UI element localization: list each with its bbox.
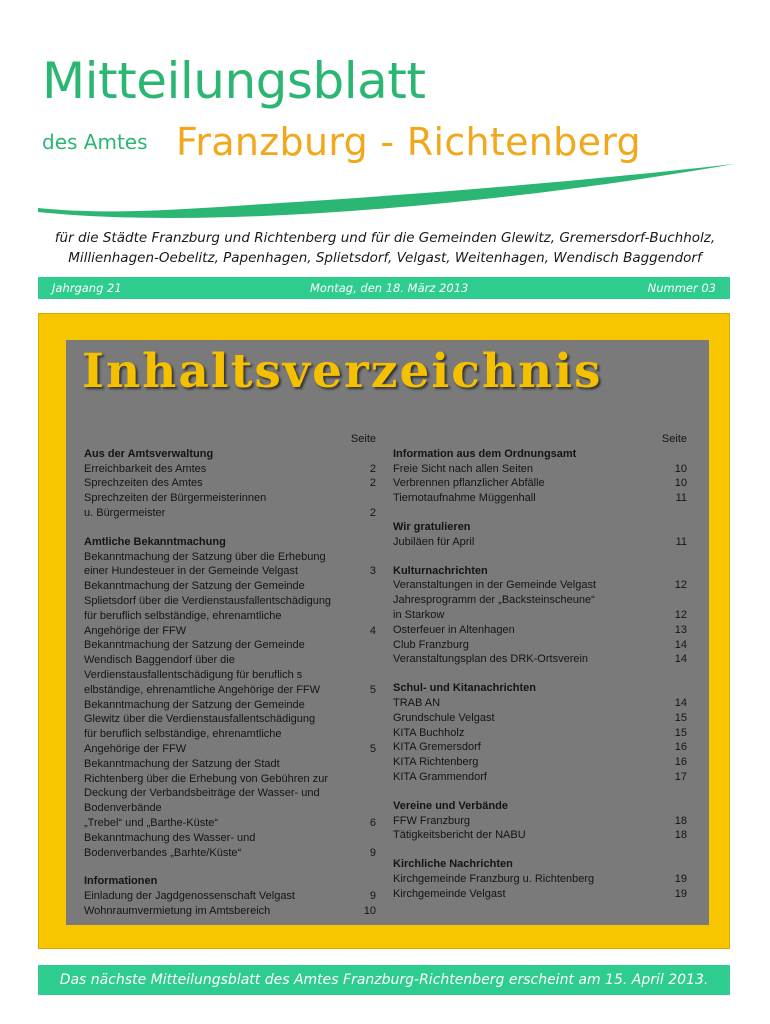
toc-entry bbox=[393, 740, 687, 755]
toc-entry bbox=[84, 476, 376, 491]
toc-entry-text: Deckung der Verbandsbeiträge der Wasser- und bbox=[84, 787, 320, 800]
toc-entry-page: 2 bbox=[369, 506, 376, 519]
toc-section-heading: Informationen bbox=[84, 875, 158, 888]
toc-entry-text: Bodenverbandes „Barhte/Küste“ bbox=[84, 846, 242, 859]
toc-entry-page: 15 bbox=[674, 711, 687, 724]
toc-entry bbox=[84, 491, 376, 506]
toc-entry-page: 6 bbox=[369, 816, 376, 829]
toc-entry-page: 19 bbox=[674, 872, 687, 885]
toc-entry bbox=[393, 608, 687, 623]
toc-entry bbox=[393, 770, 687, 785]
toc-left-column bbox=[84, 432, 376, 919]
toc-section-heading: Amtliche Bekanntmachung bbox=[84, 535, 226, 548]
toc-entry bbox=[393, 814, 687, 829]
toc-entry-page: 4 bbox=[369, 624, 376, 637]
toc-entry bbox=[393, 578, 687, 593]
toc-entry-text: für beruflich selbständige, ehrenamtliche bbox=[84, 609, 282, 622]
toc-entry bbox=[393, 755, 687, 770]
toc-entry-text: Freie Sicht nach allen Seiten bbox=[393, 462, 534, 475]
toc-entry-text: Einladung der Jagdgenossenschaft Velgast bbox=[84, 890, 295, 903]
toc-entry-text: Splietsdorf über die Verdienstausfallentschädigung bbox=[84, 594, 332, 607]
toc-entry-text: Bekanntmachung der Satzung der Gemeinde bbox=[84, 639, 305, 652]
toc-entry-page: 18 bbox=[674, 814, 687, 827]
toc-entry bbox=[393, 476, 687, 491]
toc-entry bbox=[84, 772, 376, 787]
toc-entry bbox=[393, 696, 687, 711]
toc-entry bbox=[84, 742, 376, 757]
toc-entry-page: 19 bbox=[674, 887, 687, 900]
toc-entry bbox=[84, 712, 376, 727]
section-spacer bbox=[84, 521, 376, 535]
toc-entry-text: Tiernotaufnahme Müggenhall bbox=[393, 492, 536, 505]
toc-entry bbox=[393, 828, 687, 843]
toc-entry-text: Tätigkeitsbericht der NABU bbox=[393, 829, 526, 842]
issue-number: Nummer 03 bbox=[647, 281, 716, 295]
toc-entry bbox=[84, 579, 376, 594]
toc-entry-text: TRAB AN bbox=[393, 696, 441, 709]
toc-entry bbox=[393, 535, 687, 550]
toc-entry-page: 12 bbox=[674, 579, 687, 592]
toc-entry bbox=[84, 624, 376, 639]
toc-entry bbox=[84, 831, 376, 846]
toc-entry-text: für beruflich selbständige, ehrenamtliche bbox=[84, 728, 282, 741]
toc-entry bbox=[393, 593, 687, 608]
toc-entry bbox=[393, 652, 687, 667]
toc-entry bbox=[84, 757, 376, 772]
toc-section-heading: Kirchliche Nachrichten bbox=[393, 858, 513, 871]
toc-entry-page: 16 bbox=[674, 756, 687, 769]
toc-entry-text: Wendisch Baggendorf über die bbox=[84, 654, 235, 667]
toc-entry-page: 11 bbox=[675, 492, 687, 505]
toc-entry bbox=[84, 462, 376, 477]
toc-entry-text: KITA Grammendorf bbox=[393, 770, 487, 783]
toc-section-heading: Information aus dem Ordnungsamt bbox=[393, 447, 577, 460]
toc-entry bbox=[84, 594, 376, 609]
toc-entry-text: KITA Buchholz bbox=[393, 726, 465, 739]
toc-entry bbox=[393, 711, 687, 726]
toc-entry bbox=[84, 609, 376, 624]
toc-entry-page: 5 bbox=[369, 742, 376, 755]
toc-section-heading: Wir gratulieren bbox=[393, 520, 471, 533]
masthead-prefix: des Amtes bbox=[42, 130, 148, 154]
toc-entry bbox=[393, 491, 687, 506]
toc-entry bbox=[84, 698, 376, 713]
toc-entry-text: Sprechzeiten des Amtes bbox=[84, 477, 203, 490]
toc-entry bbox=[84, 904, 376, 919]
toc-entry-text: Verdienstausfallentschädigung für beruflich s bbox=[84, 668, 303, 681]
issue-info-bar bbox=[38, 277, 730, 299]
toc-entry-page: 11 bbox=[675, 535, 687, 548]
toc-entry-text: Angehörige der FFW bbox=[84, 624, 187, 637]
toc-entry-text: KITA Gremersdorf bbox=[393, 741, 481, 754]
toc-entry-text: Sprechzeiten der Bürgermeisterinnen bbox=[84, 492, 267, 505]
next-issue-footer: Das nächste Mitteilungsblatt des Amtes Franzburg-Richtenberg erscheint am 15. April 2013. bbox=[38, 965, 730, 995]
toc-entry-page: 14 bbox=[674, 696, 687, 709]
toc-entry-text: einer Hundesteuer in der Gemeinde Velgast bbox=[84, 565, 299, 578]
toc-entry-text: Grundschule Velgast bbox=[393, 711, 495, 724]
toc-entry-text: Bekanntmachung der Satzung über die Erhebung bbox=[84, 550, 326, 563]
toc-entry-text: Jubiläen für April bbox=[393, 535, 475, 548]
toc-entry bbox=[84, 727, 376, 742]
toc-entry bbox=[84, 786, 376, 801]
issue-date: Montag, den 18. März 2013 bbox=[310, 281, 469, 295]
toc-entry-page: 9 bbox=[369, 846, 376, 859]
masthead-title: Mitteilungsblatt bbox=[42, 52, 426, 110]
page-header: Seite bbox=[350, 433, 376, 445]
toc-entry-text: Wohnraumvermietung im Amtsbereich bbox=[84, 904, 271, 917]
toc-entry-page: 14 bbox=[674, 653, 687, 666]
section-spacer bbox=[393, 667, 687, 681]
toc-entry bbox=[393, 887, 687, 902]
toc-entry-text: Bekanntmachung des Wasser- und bbox=[84, 831, 256, 844]
toc-entry bbox=[84, 550, 376, 565]
toc-entry-page: 10 bbox=[674, 477, 687, 490]
toc-entry bbox=[84, 889, 376, 904]
toc-entry-page: 12 bbox=[674, 608, 687, 621]
toc-entry-page: 17 bbox=[674, 770, 687, 783]
toc-entry-text: Jahresprogramm der „Backsteinscheune“ bbox=[393, 594, 595, 607]
toc-entry-text: Erreichbarkeit des Amtes bbox=[84, 462, 207, 475]
toc-entry-text: FFW Franzburg bbox=[393, 814, 471, 827]
toc-entry bbox=[393, 638, 687, 653]
toc-entry-page: 15 bbox=[674, 726, 687, 739]
toc-entry-page: 2 bbox=[369, 477, 376, 490]
toc-entry bbox=[393, 462, 687, 477]
toc-section-heading: Vereine und Verbände bbox=[393, 799, 508, 812]
toc-entry-text: Verbrennen pflanzlicher Abfälle bbox=[393, 477, 545, 490]
toc-entry bbox=[393, 623, 687, 638]
toc-entry-page: 16 bbox=[674, 741, 687, 754]
section-spacer bbox=[84, 860, 376, 874]
toc-entry-text: Bekanntmachung der Satzung der Gemeinde bbox=[84, 698, 305, 711]
toc-entry-page: 9 bbox=[369, 890, 376, 903]
toc-entry-text: Kirchgemeinde Velgast bbox=[393, 887, 506, 900]
toc-entry-text: Veranstaltungsplan des DRK-Ortsverein bbox=[393, 653, 589, 666]
toc-entry-text: elbständige, ehrenamtliche Angehörige der FFW bbox=[84, 683, 321, 696]
section-spacer bbox=[393, 506, 687, 520]
toc-entry-page: 14 bbox=[674, 638, 687, 651]
toc-entry-page: 3 bbox=[369, 565, 376, 578]
section-spacer bbox=[393, 550, 687, 564]
masthead-subtitle: Franzburg - Richtenberg bbox=[176, 120, 641, 164]
toc-entry-text: in Starkow bbox=[393, 608, 445, 621]
scope-line-2: Millienhagen-Oebelitz, Papenhagen, Splietsdorf, Velgast, Weitenhagen, Wendisch Baggendorf bbox=[68, 250, 702, 266]
toc-entry-text: Bekanntmachung der Satzung der Gemeinde bbox=[84, 580, 305, 593]
toc-entry-page: 10 bbox=[674, 462, 687, 475]
toc-entry bbox=[84, 668, 376, 683]
toc-entry bbox=[393, 872, 687, 887]
page-header: Seite bbox=[661, 433, 687, 445]
toc-title: Inhaltsverzeichnis bbox=[82, 344, 603, 399]
toc-entry-page: 13 bbox=[674, 623, 687, 636]
scope-text bbox=[20, 228, 750, 268]
toc-entry-text: „Trebel“ und „Barthe-Küste“ bbox=[84, 816, 219, 829]
toc-entry bbox=[84, 506, 376, 521]
section-spacer bbox=[393, 843, 687, 857]
scope-line-1: für die Städte Franzburg und Richtenberg und für die Gemeinden Glewitz, Gremersdorf-Buchholz, bbox=[54, 230, 716, 246]
toc-entry-text: Bekanntmachung der Satzung der Stadt bbox=[84, 757, 280, 770]
toc-entry-text: Club Franzburg bbox=[393, 638, 469, 651]
toc-right-column bbox=[393, 432, 687, 902]
toc-entry bbox=[84, 638, 376, 653]
toc-entry-page: 2 bbox=[369, 462, 376, 475]
toc-entry-page: 5 bbox=[369, 683, 376, 696]
toc-entry bbox=[84, 846, 376, 861]
toc-entry-text: u. Bürgermeister bbox=[84, 506, 166, 519]
toc-entry bbox=[84, 801, 376, 816]
toc-section-heading: Kulturnachrichten bbox=[393, 564, 488, 577]
toc-entry-text: KITA Richtenberg bbox=[393, 756, 479, 769]
toc-entry bbox=[84, 683, 376, 698]
toc-section-heading: Aus der Amtsverwaltung bbox=[84, 447, 214, 460]
toc-entry-page: 18 bbox=[674, 829, 687, 842]
toc-entry bbox=[84, 564, 376, 579]
toc-entry-text: Veranstaltungen in der Gemeinde Velgast bbox=[393, 579, 597, 592]
toc-section-heading: Schul- und Kitanachrichten bbox=[393, 682, 537, 695]
toc-entry-text: Bodenverbände bbox=[84, 802, 162, 815]
toc-entry bbox=[393, 726, 687, 741]
toc-entry-page: 10 bbox=[363, 904, 376, 917]
toc-entry-text: Angehörige der FFW bbox=[84, 742, 187, 755]
toc-entry-text: Richtenberg über die Erhebung von Gebühren zur bbox=[84, 772, 328, 785]
toc-entry-text: Glewitz über die Verdienstausfallentschädigung bbox=[84, 713, 316, 726]
toc-entry-text: Osterfeuer in Altenhagen bbox=[393, 623, 515, 636]
toc-entry bbox=[84, 653, 376, 668]
swoosh-decoration bbox=[36, 158, 736, 222]
toc-entry-text: Kirchgemeinde Franzburg u. Richtenberg bbox=[393, 872, 595, 885]
toc-entry bbox=[84, 816, 376, 831]
section-spacer bbox=[393, 785, 687, 799]
volume-label: Jahrgang 21 bbox=[52, 281, 122, 295]
